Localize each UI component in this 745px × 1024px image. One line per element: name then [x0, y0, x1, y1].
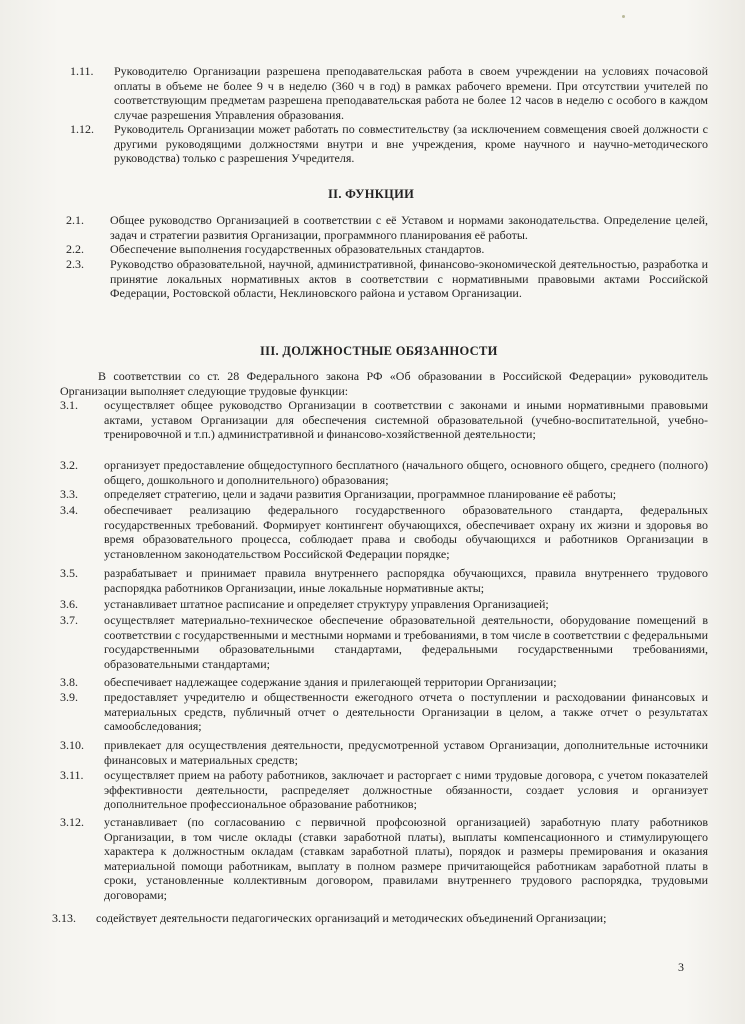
clause-number: 3.4. [60, 503, 78, 517]
clause-number: 1.12. [70, 122, 94, 136]
clause-text: Руководитель Организации может работать по совместительству (за исключением совмещения своей должности с другими руководящими должностями внутри и вне учреждения, кроме научного и научно-методического руководства) только с разрешения Учредителя. [114, 122, 708, 165]
clause-number: 3.8. [60, 675, 78, 689]
clause-text: Руководство образовательной, научной, административной, финансово-экономической деятельностью, разработка и принятие локальных нормативных актов в соответствии с нормативными правовыми актами Российской Федерации, Ростовской области, Неклиновского района и уставом Организации. [110, 257, 708, 300]
clause-text: организует предоставление общедоступного бесплатного (начального общего, основного общего, среднего (полного) общего, дошкольного и дополнительного) образования; [104, 458, 708, 487]
clause-number: 3.1. [60, 398, 78, 412]
clause-number: 3.13. [52, 911, 76, 925]
clause-number: 3.7. [60, 613, 78, 627]
clause-number: 2.2. [66, 242, 84, 256]
clause-text: осуществляет общее руководство Организации в соответствии с законами и иными нормативными правовыми актами, уставом Организации для обеспечения системной образовательной (учебно-воспитательной, учебно-тренировочной и т.п.) административной и финансово-хозяйственной деятельности; [104, 398, 708, 441]
clause-number: 3.2. [60, 458, 78, 472]
clause-text: содействует деятельности педагогических организаций и методических объединений Организации; [96, 911, 607, 925]
clause-text: Руководителю Организации разрешена преподавательская работа в своем учреждении на условиях почасовой оплаты в объеме не более 9 ч в неделю (360 ч в год) в рамках рабочего времени. При отсутствии учителей по соответствующим предметам разрешена преподавательская работа не более 12 часов в неделю с особого в каждом случае разрешения Управления образования. [114, 64, 708, 122]
clause-text: устанавливает (по согласованию с первичной профсоюзной организацией) заработную плату работников Организации, в том числе оклады (ставки заработной платы), выплаты компенсационного и стимулирующего характера к должностным окладам (ставкам заработной платы), порядок и размеры премирования и оказания материальной помощи работникам, выплату в полном размере причитающейся работникам заработной платы в сроки, установленные коллективным договором, правилами внутреннего трудового распорядка, трудовыми договорами; [104, 815, 708, 902]
clause-text: привлекает для осуществления деятельности, предусмотренной уставом Организации, дополнительные источники финансовых и материальных средств; [104, 738, 708, 767]
clause-text: обеспечивает надлежащее содержание здания и прилегающей территории Организации; [104, 675, 557, 689]
clause-number: 2.3. [66, 257, 84, 271]
clause-number: 3.9. [60, 690, 78, 704]
clause-text: обеспечивает реализацию федерального государственного образовательного стандарта, федеральных государственных требований. Формирует контингент обучающихся, обеспечивает охрану их жизни и здоровья во время образовательного процесса, соблюдает права и свободы обучающихся и работников Организации в установленном законодательством Российской Федерации порядке; [104, 503, 708, 561]
section-title: III. ДОЛЖНОСТНЫЕ ОБЯЗАННОСТИ [260, 344, 498, 358]
clause-text: Обеспечение выполнения государственных образовательных стандартов. [110, 242, 485, 256]
section-intro: В соответствии со ст. 28 Федерального закона РФ «Об образовании в Российской Федерации» руководитель Организации выполняет следующие трудовые функции: [60, 369, 708, 398]
clause-text: определяет стратегию, цели и задачи развития Организации, программное планирование её работы; [104, 487, 617, 501]
clause-number: 3.11. [60, 768, 84, 782]
clause-number: 2.1. [66, 213, 84, 227]
clause-text: предоставляет учредителю и общественности ежегодного отчета о поступлении и расходовании финансовых и материальных средств, публичный отчет о деятельности Организации в целом, а также отчет о результатах самообследования; [104, 690, 708, 733]
page-number: 3 [678, 960, 684, 974]
clause-number: 3.10. [60, 738, 84, 752]
clause-number: 3.5. [60, 566, 78, 580]
clause-text: осуществляет прием на работу работников, заключает и расторгает с ними трудовые договора, с учетом показателей эффективности деятельности, распределяет должностные обязанности, создает условия и организует дополнительное профессиональное образование работников; [104, 768, 708, 811]
clause-text: устанавливает штатное расписание и определяет структуру управления Организацией; [104, 597, 549, 611]
scan-speck [622, 15, 625, 18]
clause-text: Общее руководство Организацией в соответствии с её Уставом и нормами законодательства. Определение целей, задач и стратегии развития Организации, программного планирования её работы. [110, 213, 708, 242]
clause-text: разрабатывает и принимает правила внутреннего распорядка обучающихся, правила внутреннего трудового распорядка работников Организации, иные локальные нормативные акты; [104, 566, 708, 595]
clause-text: осуществляет материально-техническое обеспечение образовательной деятельности, оборудование помещений в соответствии с государственными и местными нормами и требованиями, в том числе в соответствии с федеральными государственными образовательными стандартами, федеральными государственными требованиями, образовательными стандартами; [104, 613, 708, 671]
clause-number: 3.6. [60, 597, 78, 611]
section-title: II. ФУНКЦИИ [328, 187, 415, 201]
clause-number: 3.12. [60, 815, 84, 829]
clause-number: 3.3. [60, 487, 78, 501]
clause-number: 1.11. [70, 64, 94, 78]
